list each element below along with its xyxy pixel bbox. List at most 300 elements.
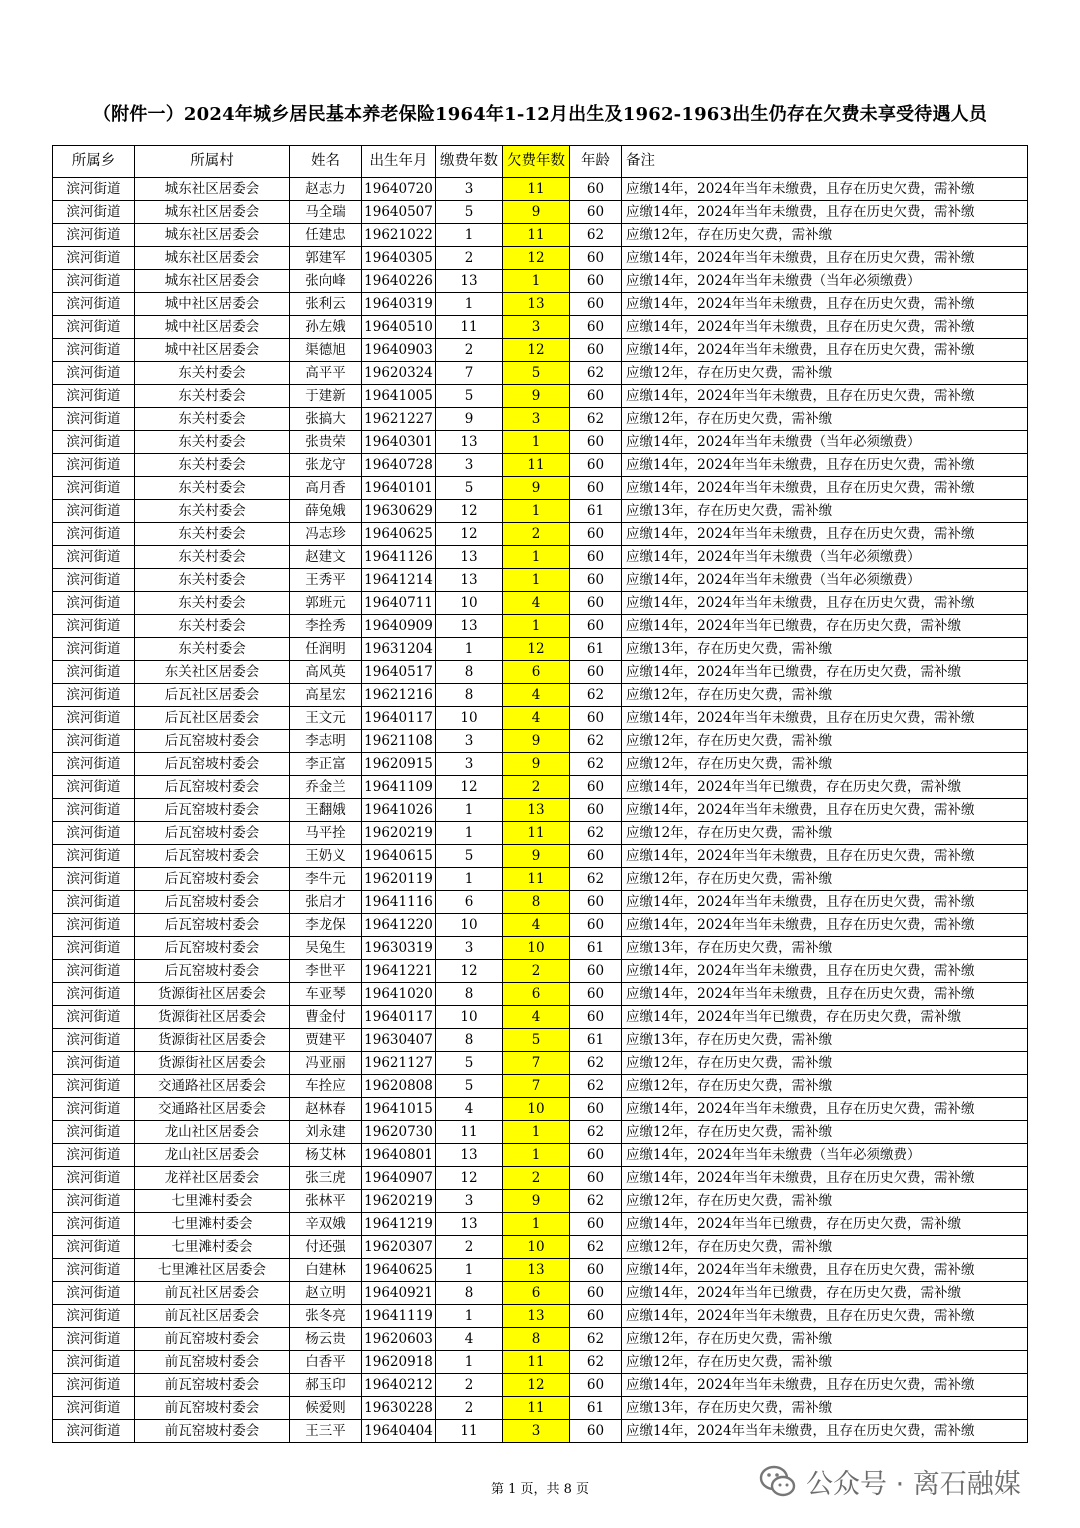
cell-township: 滨河街道 [53,201,135,224]
cell-name: 任润明 [290,638,362,661]
cell-years-paid: 11 [436,1121,503,1144]
cell-birth-date: 19640903 [362,339,436,362]
cell-birth-date: 19640226 [362,270,436,293]
cell-years-owed: 1 [503,615,570,638]
cell-years-owed: 1 [503,569,570,592]
cell-village: 七里滩村委会 [135,1190,290,1213]
cell-township: 滨河街道 [53,1282,135,1305]
cell-village: 前瓦窑坡村委会 [135,1328,290,1351]
cell-remarks: 应缴14年，2024年当年已缴费，存在历史欠费，需补缴 [622,615,1028,638]
cell-remarks: 应缴14年，2024年当年未缴费，且存在历史欠费，需补缴 [622,983,1028,1006]
header-years-owed: 欠费年数 [503,146,570,178]
cell-remarks: 应缴14年，2024年当年未缴费，且存在历史欠费，需补缴 [622,1259,1028,1282]
cell-birth-date: 19641220 [362,914,436,937]
cell-birth-date: 19641026 [362,799,436,822]
cell-name: 于建新 [290,385,362,408]
cell-name: 高平平 [290,362,362,385]
cell-age: 60 [570,983,622,1006]
cell-years-owed: 13 [503,293,570,316]
cell-age: 62 [570,408,622,431]
cell-years-owed: 4 [503,1006,570,1029]
cell-birth-date: 19640517 [362,661,436,684]
cell-age: 60 [570,1305,622,1328]
table-row [53,362,1028,385]
cell-township: 滨河街道 [53,776,135,799]
cell-age: 60 [570,201,622,224]
cell-village: 后瓦窑坡村委会 [135,868,290,891]
cell-township: 滨河街道 [53,408,135,431]
cell-name: 赵林春 [290,1098,362,1121]
table-row [53,385,1028,408]
cell-years-paid: 1 [436,1351,503,1374]
cell-village: 后瓦窑坡村委会 [135,730,290,753]
cell-birth-date: 19620915 [362,753,436,776]
cell-village: 后瓦社区居委会 [135,684,290,707]
cell-remarks: 应缴14年，2024年当年已缴费，存在历史欠费，需补缴 [622,1213,1028,1236]
cell-township: 滨河街道 [53,1190,135,1213]
cell-age: 60 [570,339,622,362]
cell-name: 李牛元 [290,868,362,891]
cell-age: 62 [570,224,622,247]
cell-remarks: 应缴14年，2024年当年未缴费（当年必须缴费） [622,546,1028,569]
cell-township: 滨河街道 [53,983,135,1006]
cell-age: 62 [570,822,622,845]
cell-village: 后瓦社区居委会 [135,707,290,730]
cell-village: 东关村委会 [135,592,290,615]
table-row [53,270,1028,293]
cell-township: 滨河街道 [53,1305,135,1328]
cell-village: 城东社区居委会 [135,224,290,247]
cell-remarks: 应缴14年，2024年当年未缴费，且存在历史欠费，需补缴 [622,178,1028,201]
cell-township: 滨河街道 [53,1167,135,1190]
cell-remarks: 应缴14年，2024年当年未缴费，且存在历史欠费，需补缴 [622,523,1028,546]
pension-arrears-table [52,145,1028,1443]
table-header-row [53,146,1028,178]
cell-name: 冯亚丽 [290,1052,362,1075]
cell-remarks: 应缴12年，存在历史欠费，需补缴 [622,1351,1028,1374]
cell-name: 候爱则 [290,1397,362,1420]
cell-birth-date: 19641109 [362,776,436,799]
cell-years-paid: 13 [436,546,503,569]
table-row [53,983,1028,1006]
cell-age: 60 [570,914,622,937]
cell-age: 60 [570,546,622,569]
cell-birth-date: 19640615 [362,845,436,868]
table-row [53,1305,1028,1328]
cell-name: 李正富 [290,753,362,776]
header-name: 姓名 [290,146,362,178]
cell-age: 60 [570,1282,622,1305]
cell-years-paid: 13 [436,431,503,454]
cell-village: 货源街社区居委会 [135,1006,290,1029]
cell-village: 前瓦窑坡村委会 [135,1351,290,1374]
cell-years-owed: 7 [503,1075,570,1098]
cell-remarks: 应缴12年，存在历史欠费，需补缴 [622,753,1028,776]
cell-township: 滨河街道 [53,822,135,845]
cell-age: 60 [570,1259,622,1282]
cell-township: 滨河街道 [53,454,135,477]
cell-birth-date: 19620324 [362,362,436,385]
cell-remarks: 应缴12年，存在历史欠费，需补缴 [622,224,1028,247]
cell-township: 滨河街道 [53,477,135,500]
cell-name: 高星宏 [290,684,362,707]
cell-years-paid: 12 [436,960,503,983]
cell-village: 东关村委会 [135,408,290,431]
cell-village: 后瓦窑坡村委会 [135,960,290,983]
cell-village: 城东社区居委会 [135,247,290,270]
cell-years-paid: 12 [436,776,503,799]
cell-years-paid: 1 [436,224,503,247]
cell-years-paid: 8 [436,1282,503,1305]
cell-years-paid: 2 [436,339,503,362]
cell-birth-date: 19640801 [362,1144,436,1167]
cell-village: 前瓦窑坡村委会 [135,1397,290,1420]
cell-years-paid: 11 [436,316,503,339]
cell-years-paid: 5 [436,201,503,224]
cell-remarks: 应缴12年，存在历史欠费，需补缴 [622,362,1028,385]
cell-birth-date: 19621022 [362,224,436,247]
table-row [53,1236,1028,1259]
cell-township: 滨河街道 [53,684,135,707]
cell-village: 货源街社区居委会 [135,1029,290,1052]
cell-name: 乔金兰 [290,776,362,799]
cell-name: 马全瑞 [290,201,362,224]
table-row [53,1282,1028,1305]
cell-years-paid: 3 [436,1190,503,1213]
cell-years-owed: 5 [503,1029,570,1052]
table-row [53,339,1028,362]
cell-village: 东关村委会 [135,477,290,500]
cell-name: 马平拴 [290,822,362,845]
cell-age: 60 [570,776,622,799]
table-row [53,224,1028,247]
cell-years-paid: 1 [436,822,503,845]
cell-birth-date: 19630228 [362,1397,436,1420]
cell-township: 滨河街道 [53,1121,135,1144]
cell-years-owed: 6 [503,1282,570,1305]
cell-township: 滨河街道 [53,1397,135,1420]
cell-village: 后瓦窑坡村委会 [135,845,290,868]
cell-remarks: 应缴14年，2024年当年已缴费，存在历史欠费，需补缴 [622,1006,1028,1029]
cell-age: 62 [570,1121,622,1144]
cell-years-owed: 8 [503,891,570,914]
cell-birth-date: 19620219 [362,822,436,845]
cell-years-paid: 6 [436,891,503,914]
cell-age: 60 [570,960,622,983]
cell-birth-date: 19640728 [362,454,436,477]
cell-years-paid: 1 [436,868,503,891]
cell-years-paid: 4 [436,1328,503,1351]
cell-remarks: 应缴13年，存在历史欠费，需补缴 [622,638,1028,661]
cell-age: 60 [570,1167,622,1190]
cell-birth-date: 19640921 [362,1282,436,1305]
cell-years-paid: 1 [436,293,503,316]
cell-remarks: 应缴14年，2024年当年未缴费，且存在历史欠费，需补缴 [622,1420,1028,1443]
cell-years-owed: 13 [503,1259,570,1282]
cell-township: 滨河街道 [53,707,135,730]
cell-age: 60 [570,293,622,316]
cell-name: 赵立明 [290,1282,362,1305]
cell-township: 滨河街道 [53,316,135,339]
cell-years-owed: 3 [503,316,570,339]
cell-birth-date: 19640212 [362,1374,436,1397]
cell-age: 61 [570,500,622,523]
cell-name: 刘永建 [290,1121,362,1144]
cell-birth-date: 19640711 [362,592,436,615]
cell-name: 孙左娥 [290,316,362,339]
table-row [53,1167,1028,1190]
watermark [758,1462,1021,1501]
cell-village: 龙祥社区居委会 [135,1167,290,1190]
cell-years-owed: 9 [503,477,570,500]
table-row [53,730,1028,753]
cell-years-paid: 7 [436,362,503,385]
cell-remarks: 应缴14年，2024年当年未缴费（当年必须缴费） [622,569,1028,592]
table-row [53,1121,1028,1144]
cell-age: 60 [570,178,622,201]
cell-age: 60 [570,270,622,293]
cell-village: 货源街社区居委会 [135,983,290,1006]
cell-township: 滨河街道 [53,247,135,270]
cell-age: 60 [570,615,622,638]
cell-remarks: 应缴14年，2024年当年未缴费（当年必须缴费） [622,431,1028,454]
cell-remarks: 应缴14年，2024年当年未缴费，且存在历史欠费，需补缴 [622,592,1028,615]
cell-age: 62 [570,730,622,753]
cell-township: 滨河街道 [53,1075,135,1098]
cell-village: 七里滩村委会 [135,1213,290,1236]
cell-age: 62 [570,684,622,707]
cell-name: 杨艾林 [290,1144,362,1167]
cell-name: 张启才 [290,891,362,914]
cell-years-paid: 2 [436,1236,503,1259]
cell-name: 张龙守 [290,454,362,477]
cell-years-paid: 2 [436,1397,503,1420]
cell-township: 滨河街道 [53,914,135,937]
cell-years-paid: 3 [436,753,503,776]
cell-age: 62 [570,1236,622,1259]
cell-remarks: 应缴14年，2024年当年未缴费（当年必须缴费） [622,1144,1028,1167]
cell-years-owed: 13 [503,799,570,822]
cell-name: 郝玉印 [290,1374,362,1397]
cell-name: 李龙保 [290,914,362,937]
cell-remarks: 应缴14年，2024年当年未缴费，且存在历史欠费，需补缴 [622,477,1028,500]
cell-years-owed: 3 [503,1420,570,1443]
cell-birth-date: 19620918 [362,1351,436,1374]
cell-township: 滨河街道 [53,1351,135,1374]
cell-years-paid: 3 [436,178,503,201]
cell-township: 滨河街道 [53,1052,135,1075]
cell-township: 滨河街道 [53,1006,135,1029]
cell-township: 滨河街道 [53,1374,135,1397]
cell-township: 滨河街道 [53,753,135,776]
cell-township: 滨河街道 [53,1259,135,1282]
cell-years-owed: 8 [503,1328,570,1351]
cell-age: 62 [570,1190,622,1213]
cell-age: 60 [570,1098,622,1121]
cell-township: 滨河街道 [53,799,135,822]
header-village: 所属村 [135,146,290,178]
cell-remarks: 应缴14年，2024年当年未缴费，且存在历史欠费，需补缴 [622,454,1028,477]
table-row [53,776,1028,799]
table-row [53,1374,1028,1397]
table-row [53,638,1028,661]
header-birth-date: 出生年月 [362,146,436,178]
cell-years-paid: 13 [436,615,503,638]
cell-birth-date: 19640507 [362,201,436,224]
table-row [53,822,1028,845]
cell-birth-date: 19641214 [362,569,436,592]
cell-name: 车拴应 [290,1075,362,1098]
cell-years-paid: 13 [436,1144,503,1167]
cell-village: 龙山社区居委会 [135,1144,290,1167]
cell-age: 60 [570,1420,622,1443]
cell-village: 东关村委会 [135,431,290,454]
cell-birth-date: 19641015 [362,1098,436,1121]
cell-age: 60 [570,592,622,615]
cell-years-owed: 6 [503,983,570,1006]
cell-remarks: 应缴14年，2024年当年未缴费，且存在历史欠费，需补缴 [622,1374,1028,1397]
cell-years-paid: 10 [436,1006,503,1029]
cell-years-owed: 12 [503,339,570,362]
cell-township: 滨河街道 [53,523,135,546]
cell-name: 曹金付 [290,1006,362,1029]
cell-birth-date: 19620808 [362,1075,436,1098]
table-row [53,684,1028,707]
cell-remarks: 应缴12年，存在历史欠费，需补缴 [622,1052,1028,1075]
cell-township: 滨河街道 [53,937,135,960]
table-row [53,1075,1028,1098]
cell-years-paid: 5 [436,477,503,500]
cell-remarks: 应缴13年，存在历史欠费，需补缴 [622,500,1028,523]
cell-birth-date: 19620603 [362,1328,436,1351]
table-row [53,914,1028,937]
cell-township: 滨河街道 [53,592,135,615]
cell-years-owed: 11 [503,454,570,477]
cell-age: 62 [570,362,622,385]
cell-age: 60 [570,385,622,408]
table-row [53,1351,1028,1374]
cell-years-paid: 5 [436,1075,503,1098]
cell-village: 交通路社区居委会 [135,1075,290,1098]
table-row [53,569,1028,592]
cell-years-owed: 3 [503,408,570,431]
cell-years-paid: 1 [436,638,503,661]
cell-years-owed: 9 [503,753,570,776]
cell-birth-date: 19640909 [362,615,436,638]
cell-years-owed: 11 [503,868,570,891]
table-row [53,960,1028,983]
table-row [53,1190,1028,1213]
cell-village: 后瓦窑坡村委会 [135,822,290,845]
cell-name: 杨云贵 [290,1328,362,1351]
cell-age: 62 [570,1351,622,1374]
cell-village: 后瓦窑坡村委会 [135,753,290,776]
cell-name: 高风英 [290,661,362,684]
cell-years-owed: 2 [503,1167,570,1190]
cell-years-owed: 5 [503,362,570,385]
cell-birth-date: 19640117 [362,1006,436,1029]
cell-age: 60 [570,845,622,868]
cell-name: 李志明 [290,730,362,753]
cell-township: 滨河街道 [53,270,135,293]
cell-age: 60 [570,523,622,546]
cell-birth-date: 19640907 [362,1167,436,1190]
cell-birth-date: 19640117 [362,707,436,730]
cell-village: 七里滩社区居委会 [135,1259,290,1282]
document-title: （附件一）2024年城乡居民基本养老保险1964年1-12月出生及1962-1963出生仍存在欠费未享受待遇人员 [92,104,988,125]
cell-age: 60 [570,247,622,270]
table-row [53,546,1028,569]
table-row [53,1420,1028,1443]
cell-name: 辛双娥 [290,1213,362,1236]
cell-years-owed: 9 [503,1190,570,1213]
cell-years-owed: 11 [503,1351,570,1374]
cell-township: 滨河街道 [53,339,135,362]
cell-village: 前瓦社区居委会 [135,1305,290,1328]
cell-village: 后瓦窑坡村委会 [135,937,290,960]
header-township: 所属乡 [53,146,135,178]
cell-birth-date: 19621227 [362,408,436,431]
cell-name: 渠德旭 [290,339,362,362]
cell-birth-date: 19620730 [362,1121,436,1144]
table-body [53,178,1028,1443]
cell-years-owed: 4 [503,684,570,707]
cell-township: 滨河街道 [53,431,135,454]
cell-birth-date: 19640404 [362,1420,436,1443]
cell-age: 60 [570,707,622,730]
cell-years-paid: 2 [436,1374,503,1397]
cell-birth-date: 19631204 [362,638,436,661]
cell-years-owed: 11 [503,178,570,201]
cell-years-owed: 13 [503,1305,570,1328]
table-row [53,845,1028,868]
cell-years-owed: 2 [503,960,570,983]
cell-years-paid: 8 [436,1029,503,1052]
cell-age: 60 [570,477,622,500]
cell-years-owed: 1 [503,546,570,569]
cell-village: 城东社区居委会 [135,270,290,293]
cell-remarks: 应缴13年，存在历史欠费，需补缴 [622,1397,1028,1420]
table-row [53,707,1028,730]
cell-remarks: 应缴12年，存在历史欠费，需补缴 [622,1121,1028,1144]
page-footer: 第 1 页，共 8 页 [490,1482,590,1497]
cell-years-paid: 10 [436,707,503,730]
cell-years-owed: 10 [503,1236,570,1259]
cell-village: 前瓦社区居委会 [135,1282,290,1305]
cell-birth-date: 19641219 [362,1213,436,1236]
cell-years-owed: 4 [503,592,570,615]
cell-name: 吴兔生 [290,937,362,960]
cell-remarks: 应缴14年，2024年当年未缴费，且存在历史欠费，需补缴 [622,1167,1028,1190]
cell-village: 城中社区居委会 [135,339,290,362]
cell-years-paid: 10 [436,914,503,937]
table-row [53,247,1028,270]
cell-township: 滨河街道 [53,868,135,891]
table-row [53,500,1028,523]
cell-remarks: 应缴12年，存在历史欠费，需补缴 [622,868,1028,891]
cell-name: 张搞大 [290,408,362,431]
cell-township: 滨河街道 [53,385,135,408]
table-row [53,523,1028,546]
cell-remarks: 应缴14年，2024年当年未缴费，且存在历史欠费，需补缴 [622,385,1028,408]
cell-years-owed: 9 [503,385,570,408]
cell-age: 62 [570,1328,622,1351]
cell-years-owed: 1 [503,1144,570,1167]
cell-age: 62 [570,753,622,776]
cell-birth-date: 19620219 [362,1190,436,1213]
cell-birth-date: 19630629 [362,500,436,523]
cell-remarks: 应缴14年，2024年当年未缴费，且存在历史欠费，需补缴 [622,316,1028,339]
